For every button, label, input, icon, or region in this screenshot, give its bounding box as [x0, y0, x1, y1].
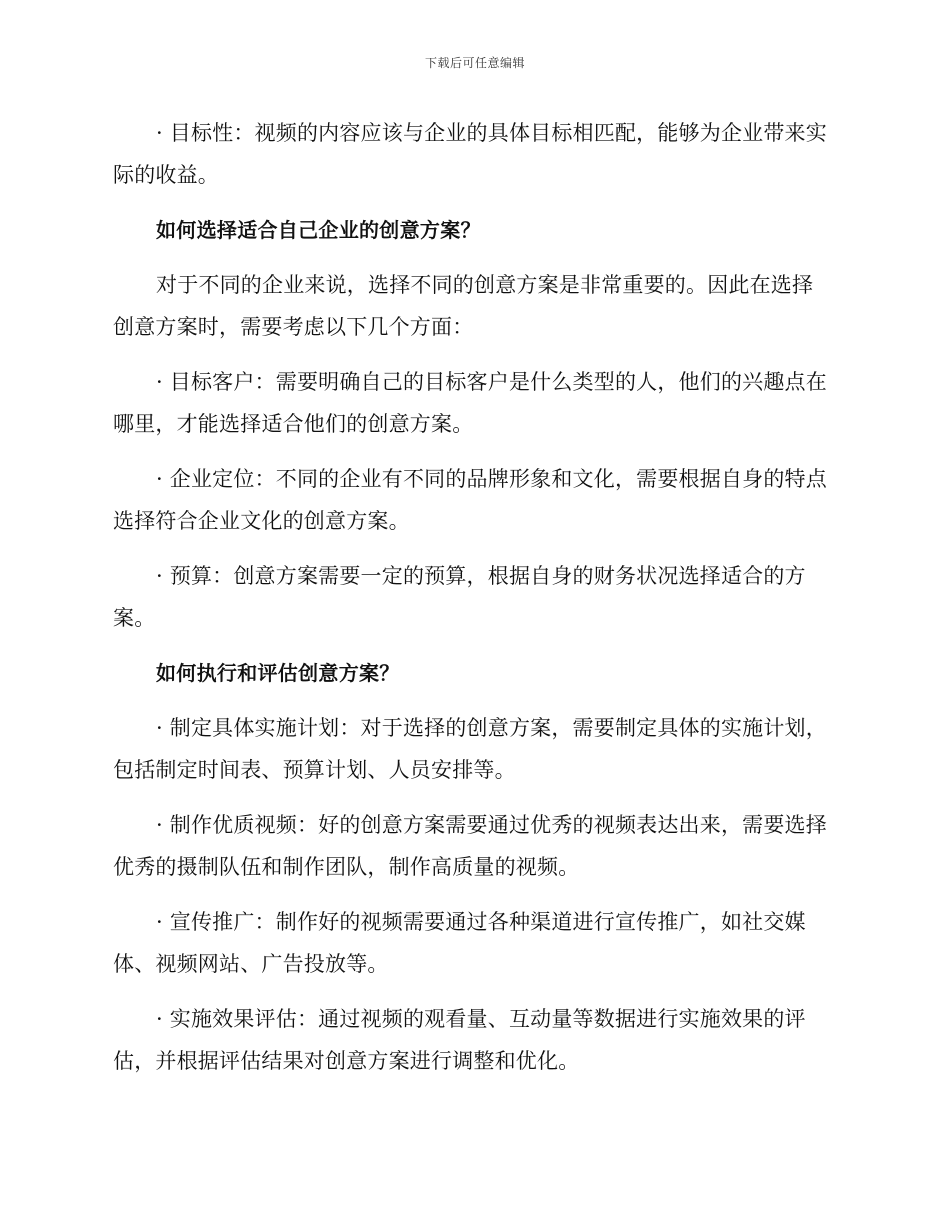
document-body: [113, 112, 833, 1095]
paragraph-promotion: · 宣传推广：制作好的视频需要通过各种渠道进行宣传推广，如社交媒体、视频网站、广告投放等。: [113, 910, 806, 976]
paragraph-quality-video: · 制作优质视频：好的创意方案需要通过优秀的视频表达出来，需要选择优秀的摄制队伍和制作团队，制作高质量的视频。: [113, 813, 827, 879]
header-note: 下载后可任意编辑: [424, 56, 525, 70]
paragraph-target-customers: · 目标客户：需要明确自己的目标客户是什么类型的人，他们的兴趣点在哪里，才能选择适合他们的创意方案。: [113, 370, 827, 436]
paragraph-budget: · 预算：创意方案需要一定的预算，根据自身的财务状况选择适合的方案。: [113, 564, 806, 630]
paragraph-targeting: · 目标性：视频的内容应该与企业的具体目标相匹配，能够为企业带来实际的收益。: [113, 121, 827, 187]
paragraph-effect-evaluation: · 实施效果评估：通过视频的观看量、互动量等数据进行实施效果的评估，并根据评估结果对创意方案进行调整和优化。: [113, 1007, 806, 1073]
paragraph-positioning: · 企业定位：不同的企业有不同的品牌形象和文化，需要根据自身的特点选择符合企业文化的创意方案。: [113, 467, 827, 533]
section-heading-choose-plan: 如何选择适合自己企业的创意方案？: [156, 218, 481, 242]
paragraph-intro-choose: 对于不同的企业来说，选择不同的创意方案是非常重要的。因此在选择创意方案时，需要考虑以下几个方面：: [113, 273, 814, 339]
section-heading-execute-evaluate: 如何执行和评估创意方案？: [156, 661, 400, 685]
paragraph-implementation-plan: · 制定具体实施计划：对于选择的创意方案，需要制定具体的实施计划，包括制定时间表、预算计划、人员安排等。: [113, 716, 827, 782]
